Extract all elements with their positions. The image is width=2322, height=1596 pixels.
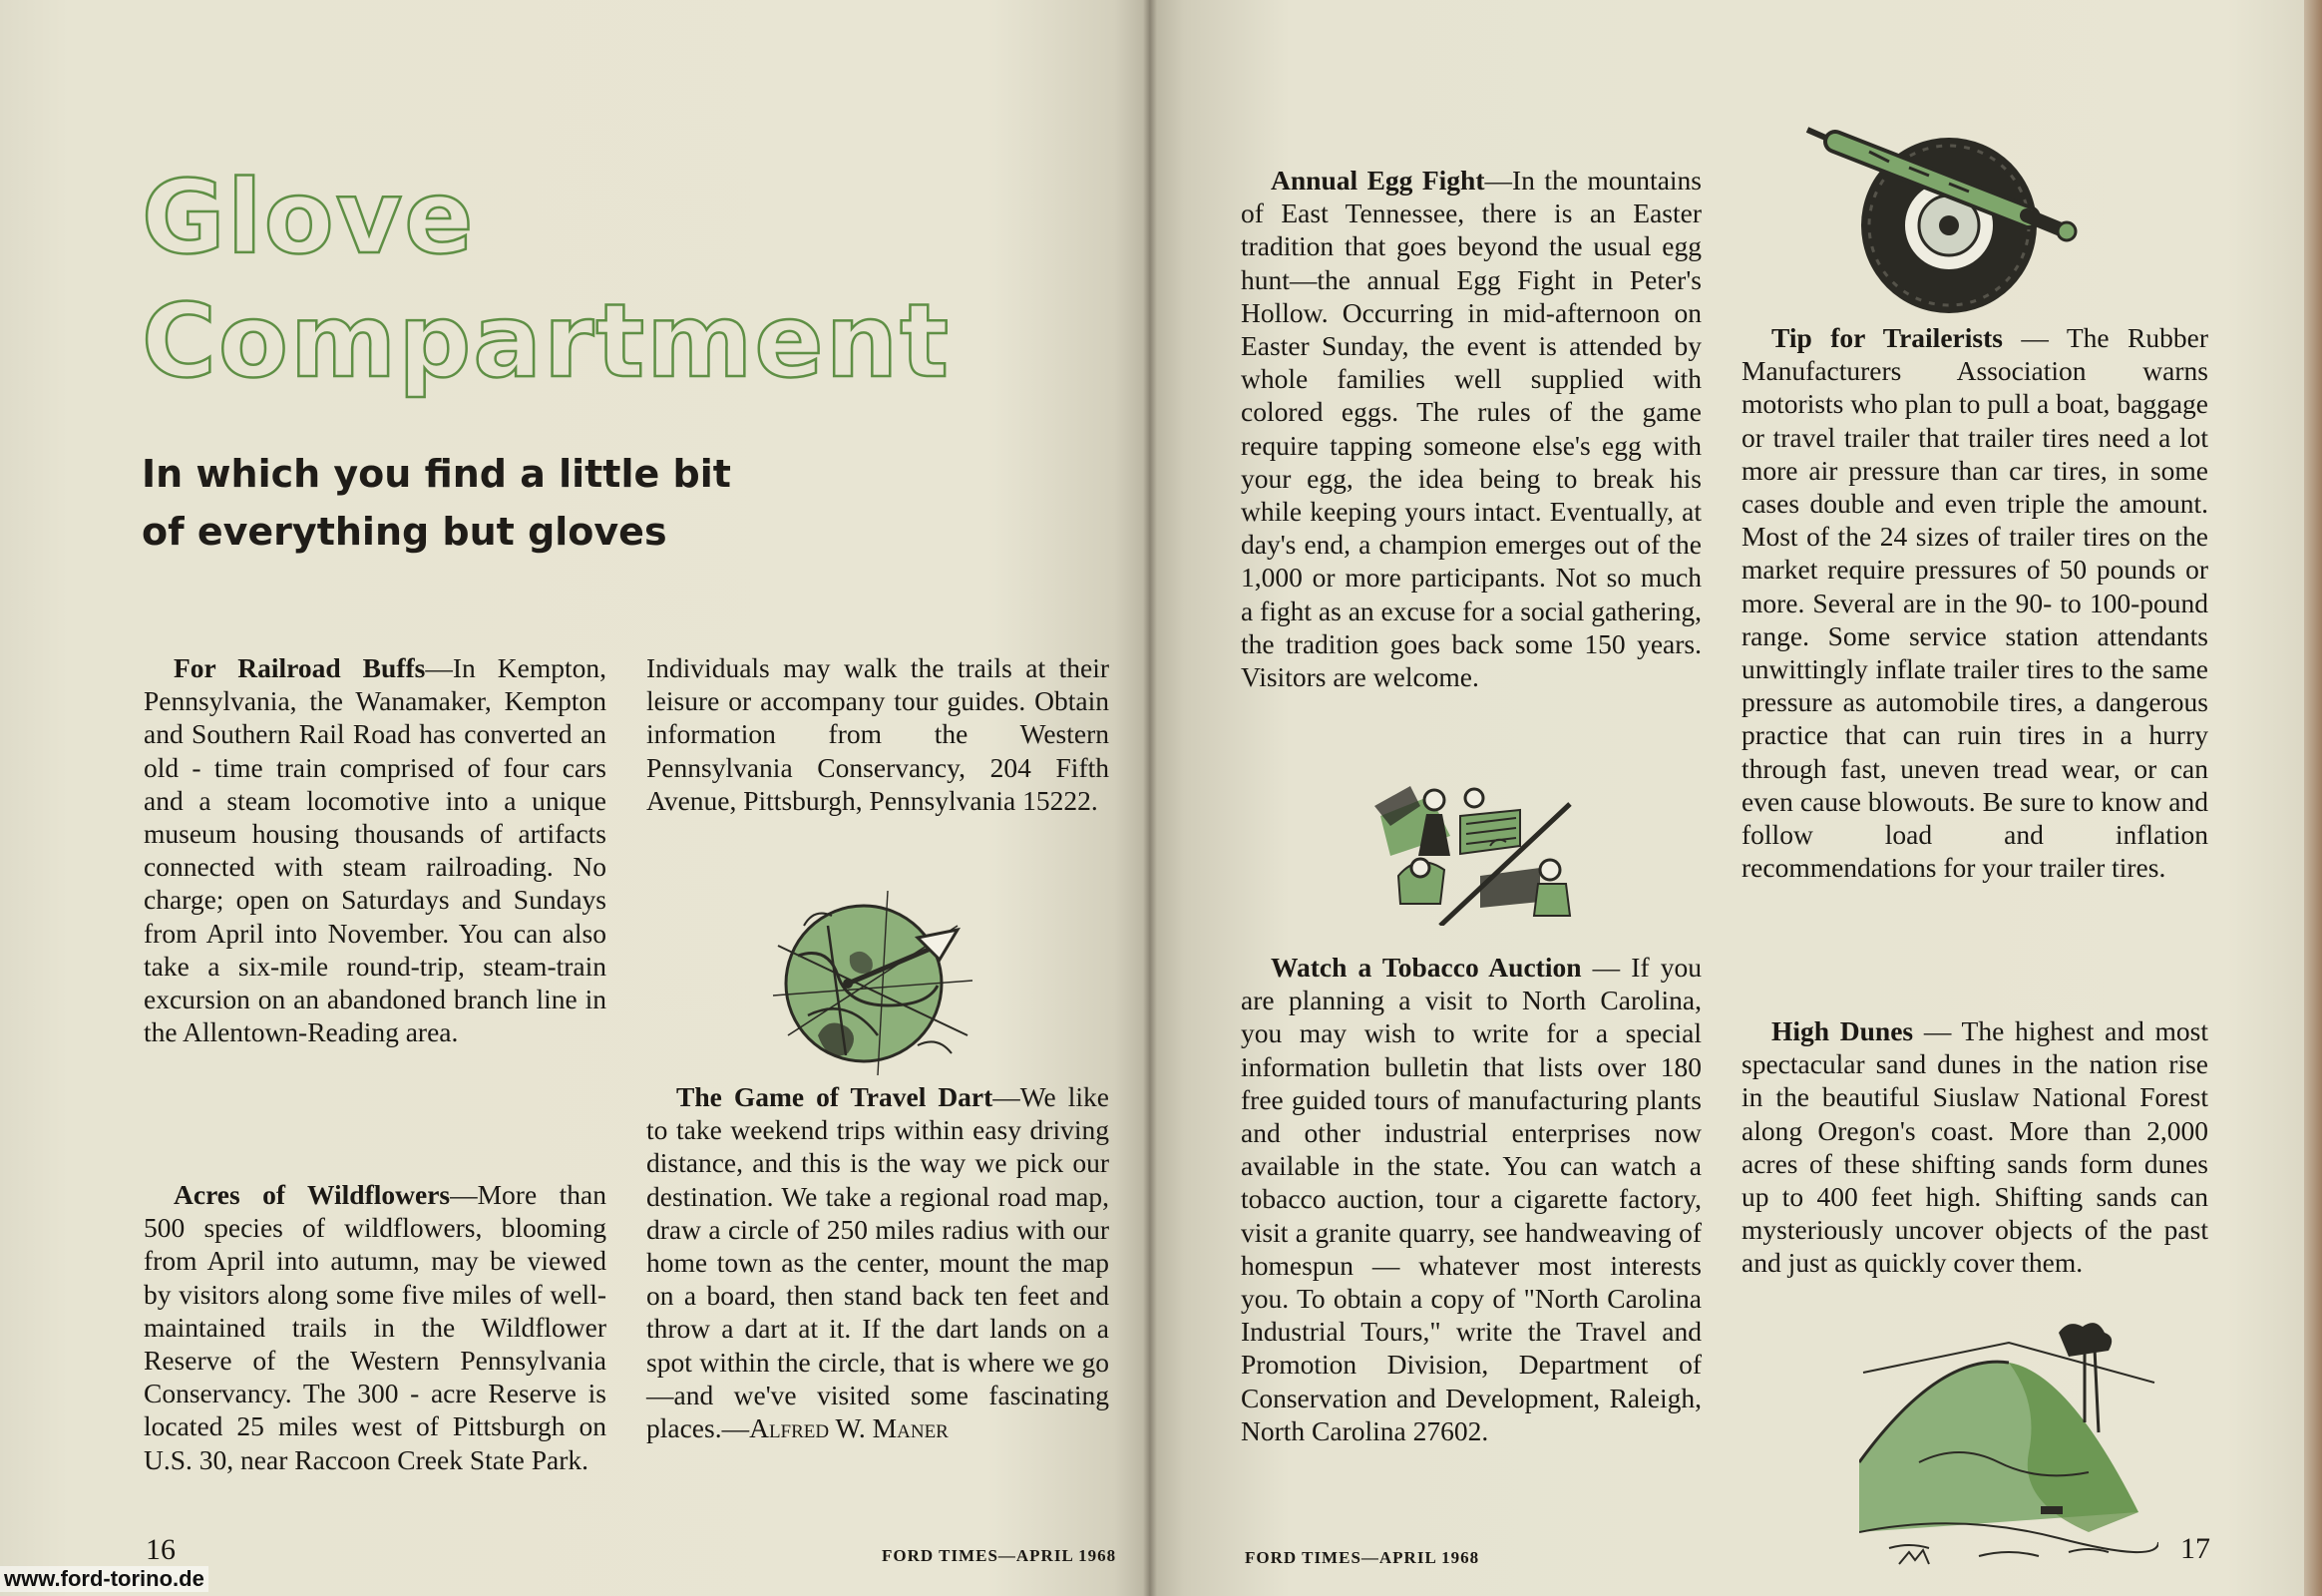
subtitle	[142, 445, 900, 561]
article-egg-fight	[1241, 164, 1702, 693]
map-dart-illustration	[768, 886, 979, 1081]
railroad-text: —In Kempton, Pennsylvania, the Wanamaker, Kempton and Southern Rail Road has converted an old - time train comprised of four cars and a steam locomotive into a unique museum housing thousands of artifacts connected with steam railroading. No charge; open on Saturdays and Sundays from April into November. You can also take a six-mile round-trip, steam-train excursion on an abandoned branch line in the Allentown-Reading area.	[144, 652, 606, 1048]
trailerists-text: — The Rubber Manufacturers Association warns motorists who plan to pull a boat, baggage or travel trailer that trailer tires need a lot more air pressure than car tires, in some cases double and even triple the amount. Most of the 24 sizes of trailer tires on the market require pressures of 50 pounds or more. Several are in the 90- to 100-pound range. Some service station attendants unwittingly inflate trailer tires to the same pressure as automobile tires, a dangerous practice that can ruin tires in a hurry through fast, uneven tread wear, or can even cause blowouts. Be sure to know and follow load and inflation recommendations for your trailer tires.	[1742, 322, 2208, 884]
dunes-heading: High Dunes	[1771, 1015, 1914, 1046]
article-railroad	[144, 651, 606, 1048]
subtitle-line-2: of everything but gloves	[142, 510, 667, 554]
trailerists-heading: Tip for Trailerists	[1771, 322, 2003, 353]
page-edge	[2304, 0, 2322, 1596]
title-line-1: Glove	[142, 159, 476, 277]
running-footer-right: FORD TIMES—APRIL 1968	[1245, 1548, 1480, 1567]
right-page	[1149, 0, 2322, 1596]
title-line-2: Compartment	[142, 282, 951, 401]
tire-gauge-illustration	[1799, 122, 2089, 321]
wildflowers-continued-text: Individuals may walk the trails at their leisure or accompany tour guides. Obtain information from the Western Pennsylvania Conservancy, 204 Fifth Avenue, Pittsburgh, Pennsylvania 15222.	[646, 652, 1109, 816]
egg-fight-heading: Annual Egg Fight	[1271, 165, 1485, 196]
article-wildflowers-continued	[646, 651, 1109, 817]
article-high-dunes	[1742, 1014, 2208, 1280]
left-page	[0, 0, 1149, 1596]
article-trailerists	[1742, 321, 2208, 884]
travel-dart-signature: Alfred W. Maner	[749, 1412, 949, 1444]
watermark: www.ford-torino.de	[0, 1566, 208, 1592]
page-number-left: 16	[146, 1533, 176, 1566]
egg-fight-text: —In the mountains of East Tennessee, there is an Easter tradition that goes beyond the usual egg hunt—the annual Egg Fight in Peter's Hollow. Occurring in mid-afternoon on Easter Sunday, the event is attended by whole families well supplied with colored eggs. The rules of the game require tapping someone else's egg with your egg, the idea being to break his while keeping yours intact. Eventually, at day's end, a champion emerges out of the 1,000 or more participants. Not so much a fight as an excuse for a social gathering, the tradition goes back some 150 years. Visitors are welcome.	[1241, 165, 1702, 693]
dunes-text: — The highest and most spectacular sand dunes in the nation rise in the beautiful Siuslaw National Forest along Oregon's coast. More than 2,000 acres of these shifting sands form dunes up to 400 feet high. Shifting sands can mysteriously uncover objects of the past and just as quickly cover them.	[1742, 1015, 2209, 1279]
travel-dart-heading: The Game of Travel Dart	[676, 1081, 993, 1112]
tobacco-auction-illustration	[1370, 776, 1576, 926]
wildflowers-text: —More than 500 species of wildflowers, blooming from April into autumn, may be viewed by visitors along some five miles of well-maintained trails in the Wildflower Reserve of the Western Pennsylvania Conservancy. The 300 - acre Reserve is located 25 miles west of Pittsburgh on U.S. 30, near Raccoon Creek State Park.	[144, 1179, 606, 1475]
travel-dart-text: —We like to take weekend trips within easy driving distance, and this is the way we pick our destination. We take a regional road map, draw a circle of 250 miles radius with our home town as the center, mount the map on a board, then stand back ten feet and throw a dart at it. If the dart lands on a spot within the circle, that is where we go—and we've visited some fascinating places.—	[646, 1081, 1109, 1444]
tobacco-heading: Watch a Tobacco Auction	[1271, 952, 1582, 983]
subtitle-line-1: In which you find a little bit	[142, 452, 731, 496]
article-travel-dart	[646, 1080, 1109, 1444]
running-footer-left: FORD TIMES—APRIL 1968	[882, 1546, 1117, 1565]
railroad-heading: For Railroad Buffs	[174, 652, 426, 683]
tobacco-text: — If you are planning a visit to North Carolina, you may wish to write for a special information bulletin that lists over 180 free guided tours of manufacturing plants and other industrial enterprises now available in the state. You can watch a tobacco auction, tour a cigarette factory, visit a granite quarry, see handweaving of homespun — whatever most interests you. To obtain a copy of "North Carolina Industrial Tours," write the Travel and Promotion Division, Department of Conservation and Development, Raleigh, North Carolina 27602.	[1241, 952, 1702, 1446]
wildflowers-heading: Acres of Wildflowers	[174, 1179, 451, 1210]
sand-dunes-illustration	[1859, 1313, 2158, 1574]
article-wildflowers	[144, 1178, 606, 1476]
article-tobacco-auction	[1241, 951, 1702, 1447]
page-number-right: 17	[2180, 1532, 2210, 1565]
book-gutter	[1143, 0, 1157, 1596]
